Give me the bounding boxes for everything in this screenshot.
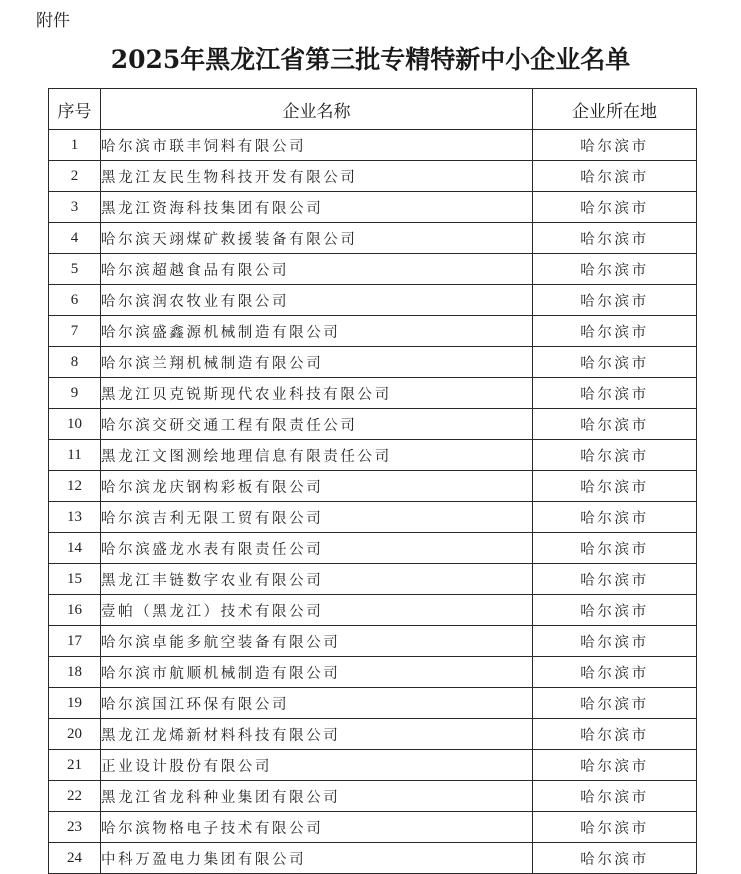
header-location: 企业所在地 — [533, 89, 697, 130]
row-seq: 11 — [49, 440, 101, 471]
row-seq: 24 — [49, 843, 101, 874]
table-row — [49, 285, 697, 316]
row-location: 哈尔滨市 — [533, 750, 697, 781]
row-company-name: 哈尔滨兰翔机械制造有限公司 — [101, 347, 533, 378]
row-company-name: 哈尔滨盛鑫源机械制造有限公司 — [101, 316, 533, 347]
row-company-name: 哈尔滨龙庆钢构彩板有限公司 — [101, 471, 533, 502]
row-location: 哈尔滨市 — [533, 719, 697, 750]
table-row — [49, 843, 697, 874]
table-row — [49, 719, 697, 750]
row-location: 哈尔滨市 — [533, 595, 697, 626]
table-row — [49, 409, 697, 440]
row-location: 哈尔滨市 — [533, 688, 697, 719]
row-location: 哈尔滨市 — [533, 192, 697, 223]
row-company-name: 哈尔滨超越食品有限公司 — [101, 254, 533, 285]
row-location: 哈尔滨市 — [533, 471, 697, 502]
row-seq: 10 — [49, 409, 101, 440]
row-location: 哈尔滨市 — [533, 502, 697, 533]
table-row — [49, 595, 697, 626]
row-seq: 7 — [49, 316, 101, 347]
row-seq: 8 — [49, 347, 101, 378]
row-seq: 20 — [49, 719, 101, 750]
row-location: 哈尔滨市 — [533, 843, 697, 874]
row-location: 哈尔滨市 — [533, 130, 697, 161]
row-seq: 12 — [49, 471, 101, 502]
row-seq: 9 — [49, 378, 101, 409]
row-seq: 3 — [49, 192, 101, 223]
row-company-name: 正业设计股份有限公司 — [101, 750, 533, 781]
row-company-name: 黑龙江龙烯新材料科技有限公司 — [101, 719, 533, 750]
table-row — [49, 378, 697, 409]
row-seq: 15 — [49, 564, 101, 595]
attachment-label: 附件 — [36, 11, 70, 31]
row-company-name: 哈尔滨国江环保有限公司 — [101, 688, 533, 719]
row-company-name: 哈尔滨吉利无限工贸有限公司 — [101, 502, 533, 533]
row-company-name: 中科万盈电力集团有限公司 — [101, 843, 533, 874]
row-seq: 23 — [49, 812, 101, 843]
row-location: 哈尔滨市 — [533, 812, 697, 843]
table-row — [49, 440, 697, 471]
row-location: 哈尔滨市 — [533, 347, 697, 378]
table-row — [49, 223, 697, 254]
row-seq: 22 — [49, 781, 101, 812]
table-header-row — [49, 89, 697, 130]
row-location: 哈尔滨市 — [533, 254, 697, 285]
row-seq: 16 — [49, 595, 101, 626]
row-company-name: 哈尔滨卓能多航空装备有限公司 — [101, 626, 533, 657]
row-location: 哈尔滨市 — [533, 378, 697, 409]
table-row — [49, 161, 697, 192]
table-row — [49, 781, 697, 812]
row-seq: 17 — [49, 626, 101, 657]
row-seq: 13 — [49, 502, 101, 533]
row-company-name: 黑龙江友民生物科技开发有限公司 — [101, 161, 533, 192]
row-location: 哈尔滨市 — [533, 223, 697, 254]
row-seq: 6 — [49, 285, 101, 316]
table-row — [49, 471, 697, 502]
table-row — [49, 750, 697, 781]
row-company-name: 哈尔滨盛龙水表有限责任公司 — [101, 533, 533, 564]
row-location: 哈尔滨市 — [533, 657, 697, 688]
header-seq: 序号 — [49, 89, 101, 130]
table-row — [49, 316, 697, 347]
row-location: 哈尔滨市 — [533, 781, 697, 812]
row-seq: 18 — [49, 657, 101, 688]
row-company-name: 哈尔滨天翊煤矿救援装备有限公司 — [101, 223, 533, 254]
row-seq: 2 — [49, 161, 101, 192]
table-row — [49, 657, 697, 688]
table-row — [49, 688, 697, 719]
company-list-table — [48, 88, 697, 874]
row-location: 哈尔滨市 — [533, 440, 697, 471]
row-seq: 5 — [49, 254, 101, 285]
table-row — [49, 192, 697, 223]
table-row — [49, 347, 697, 378]
table-row — [49, 533, 697, 564]
row-company-name: 黑龙江文图测绘地理信息有限责任公司 — [101, 440, 533, 471]
table-row — [49, 564, 697, 595]
row-location: 哈尔滨市 — [533, 161, 697, 192]
table-row — [49, 254, 697, 285]
row-location: 哈尔滨市 — [533, 533, 697, 564]
table-row — [49, 626, 697, 657]
row-location: 哈尔滨市 — [533, 626, 697, 657]
row-company-name: 黑龙江贝克锐斯现代农业科技有限公司 — [101, 378, 533, 409]
table-row — [49, 812, 697, 843]
document-title: 2025年黑龙江省第三批专精特新中小企业名单 — [110, 45, 631, 74]
row-company-name: 壹帕（黑龙江）技术有限公司 — [101, 595, 533, 626]
row-company-name: 哈尔滨润农牧业有限公司 — [101, 285, 533, 316]
row-company-name: 黑龙江省龙科种业集团有限公司 — [101, 781, 533, 812]
row-location: 哈尔滨市 — [533, 316, 697, 347]
table-row — [49, 130, 697, 161]
row-seq: 19 — [49, 688, 101, 719]
row-company-name: 哈尔滨物格电子技术有限公司 — [101, 812, 533, 843]
row-seq: 14 — [49, 533, 101, 564]
row-seq: 1 — [49, 130, 101, 161]
row-company-name: 黑龙江丰链数字农业有限公司 — [101, 564, 533, 595]
row-company-name: 哈尔滨交研交通工程有限责任公司 — [101, 409, 533, 440]
row-seq: 21 — [49, 750, 101, 781]
row-company-name: 哈尔滨市联丰饲料有限公司 — [101, 130, 533, 161]
header-company-name: 企业名称 — [101, 89, 533, 130]
row-company-name: 哈尔滨市航顺机械制造有限公司 — [101, 657, 533, 688]
row-company-name: 黑龙江资海科技集团有限公司 — [101, 192, 533, 223]
row-location: 哈尔滨市 — [533, 285, 697, 316]
row-location: 哈尔滨市 — [533, 564, 697, 595]
table-row — [49, 502, 697, 533]
row-seq: 4 — [49, 223, 101, 254]
row-location: 哈尔滨市 — [533, 409, 697, 440]
